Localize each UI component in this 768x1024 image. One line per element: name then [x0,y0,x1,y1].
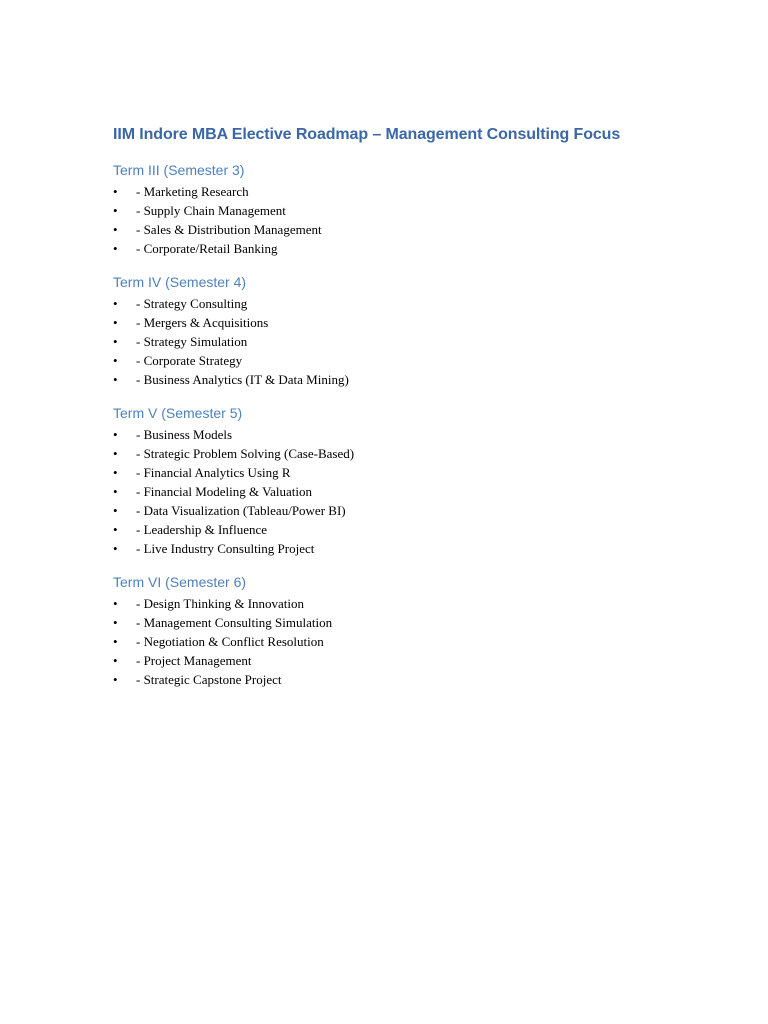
course-name: - Leadership & Influence [136,522,268,537]
course-name: - Financial Analytics Using R [136,465,291,480]
course-name: - Corporate Strategy [136,353,243,368]
list-item [113,613,733,632]
course-name: - Strategic Problem Solving (Case-Based) [136,446,355,461]
course-name: - Strategy Simulation [136,334,248,349]
bullet-icon: • [113,541,118,556]
list-item [113,182,733,201]
bullet-icon: • [113,634,118,649]
bullet-icon: • [113,184,118,199]
course-name: - Supply Chain Management [136,203,286,218]
list-item [113,594,733,613]
document-title: IIM Indore MBA Elective Roadmap – Management Consulting Focus [113,126,621,143]
bullet-icon: • [113,653,118,668]
bullet-icon: • [113,315,118,330]
list-item [113,351,733,370]
list-item [113,670,733,689]
list-item [113,294,733,313]
course-name: - Mergers & Acquisitions [136,315,269,330]
bullet-icon: • [113,615,118,630]
bullet-icon: • [113,334,118,349]
list-item [113,520,733,539]
course-name: - Strategy Consulting [136,296,248,311]
course-list [113,425,733,558]
course-name: - Corporate/Retail Banking [136,241,278,256]
bullet-icon: • [113,241,118,256]
course-name: - Business Models [136,427,233,442]
list-item [113,313,733,332]
course-name: - Business Analytics (IT & Data Mining) [136,372,349,387]
term-heading: Term III (Semester 3) [113,162,245,178]
bullet-icon: • [113,427,118,442]
course-name: - Design Thinking & Innovation [136,596,305,611]
course-name: - Live Industry Consulting Project [136,541,315,556]
bullet-icon: • [113,203,118,218]
bullet-icon: • [113,372,118,387]
list-item [113,539,733,558]
term-section [113,572,733,689]
bullet-icon: • [113,296,118,311]
course-list [113,594,733,689]
bullet-icon: • [113,484,118,499]
term-heading: Term IV (Semester 4) [113,274,247,290]
list-item [113,444,733,463]
list-item [113,332,733,351]
course-name: - Management Consulting Simulation [136,615,333,630]
course-name: - Strategic Capstone Project [136,672,282,687]
bullet-icon: • [113,446,118,461]
terms-container [113,160,733,689]
list-item [113,201,733,220]
list-item [113,501,733,520]
course-name: - Financial Modeling & Valuation [136,484,312,499]
course-name: - Negotiation & Conflict Resolution [136,634,324,649]
term-heading: Term VI (Semester 6) [113,574,247,590]
course-list [113,182,733,258]
list-item [113,239,733,258]
course-name: - Project Management [136,653,252,668]
list-item [113,651,733,670]
list-item [113,220,733,239]
term-section [113,403,733,558]
bullet-icon: • [113,596,118,611]
bullet-icon: • [113,222,118,237]
term-heading: Term V (Semester 5) [113,405,243,421]
bullet-icon: • [113,503,118,518]
list-item [113,463,733,482]
course-name: - Sales & Distribution Management [136,222,322,237]
bullet-icon: • [113,465,118,480]
term-section [113,160,733,258]
list-item [113,482,733,501]
list-item [113,370,733,389]
course-name: - Data Visualization (Tableau/Power BI) [136,503,346,518]
list-item [113,632,733,651]
term-section [113,272,733,389]
document-page [113,124,733,689]
bullet-icon: • [113,353,118,368]
course-name: - Marketing Research [136,184,249,199]
bullet-icon: • [113,522,118,537]
bullet-icon: • [113,672,118,687]
course-list [113,294,733,389]
list-item [113,425,733,444]
